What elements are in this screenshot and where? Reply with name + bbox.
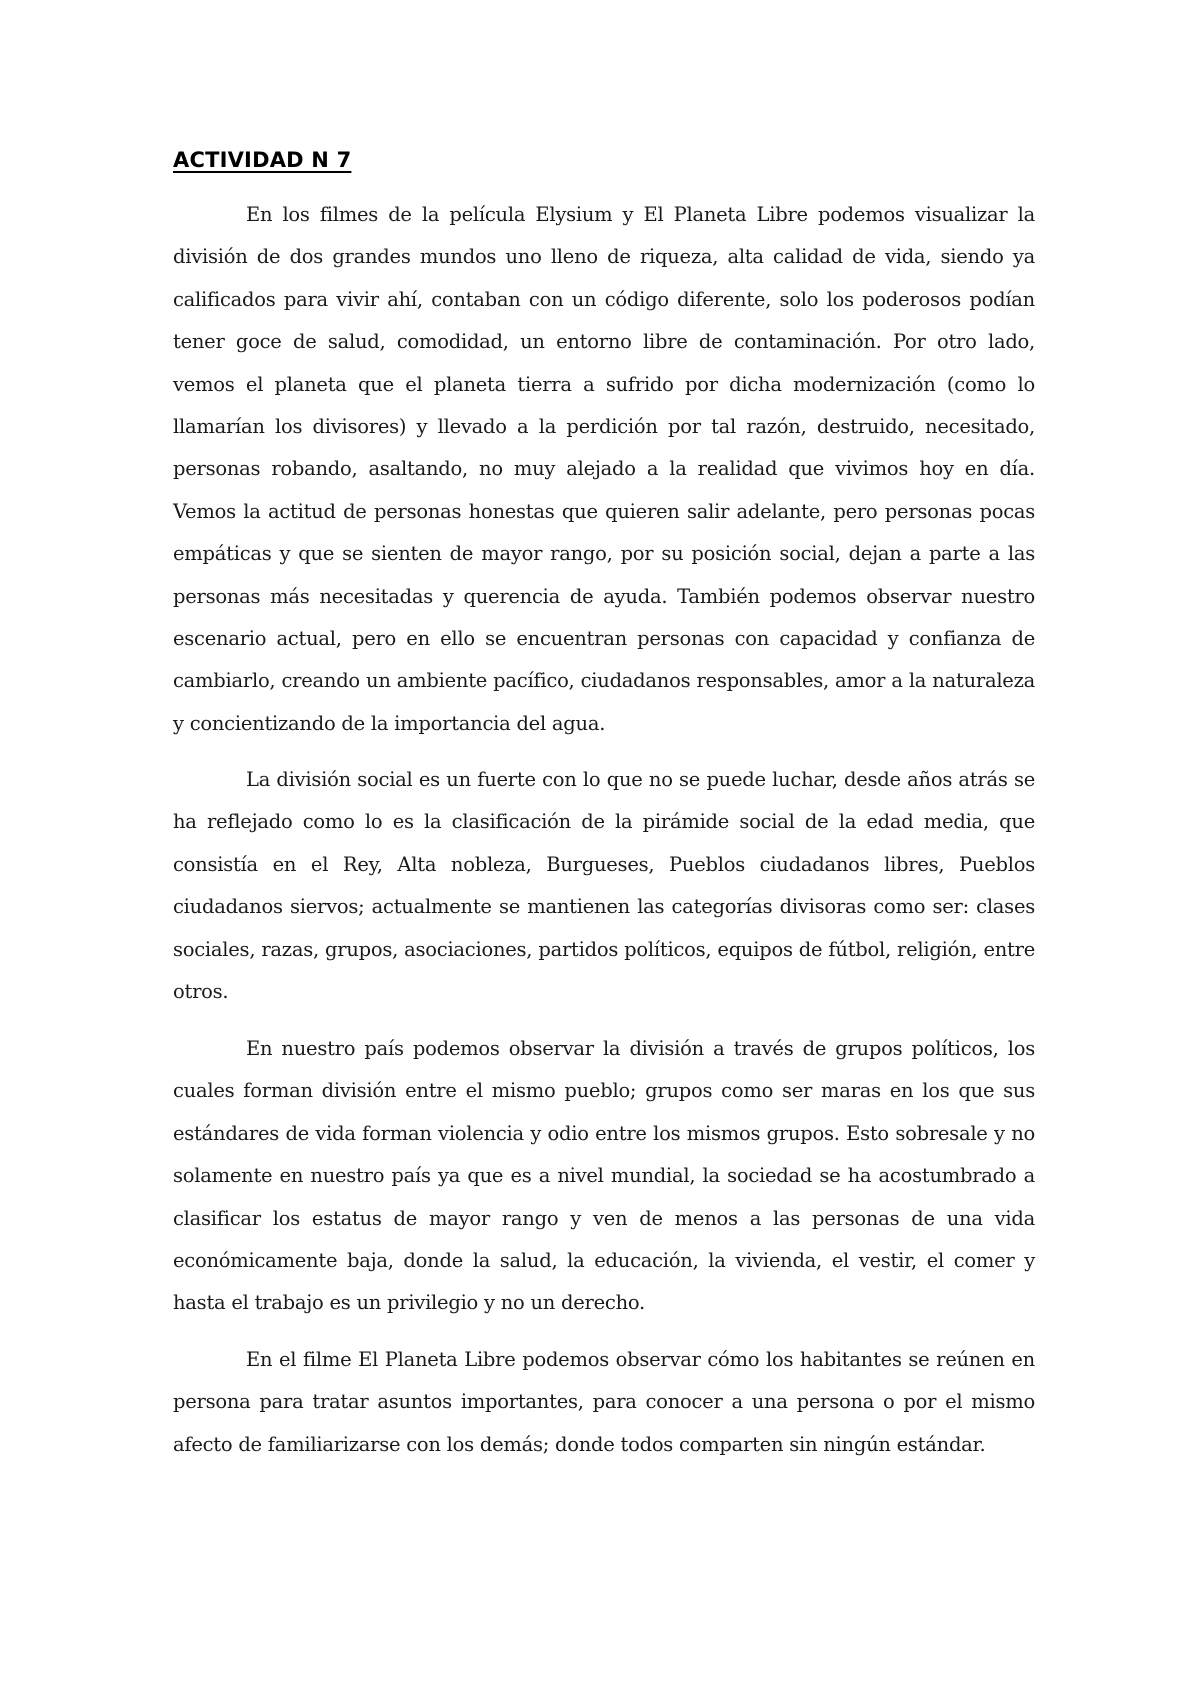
paragraph-2: La división social es un fuerte con lo que no se puede luchar, desde años atrás se ha reflejado como lo es la clasificación de la pirámide social de la edad media, que consistía en el Rey, Alta nobleza, Burgueses, Pueblos ciudadanos libres, Pueblos ciudadanos siervos; actualmente se mantienen las categorías divisoras como ser: clases sociales, razas, grupos, asociaciones, partidos políticos, equipos de fútbol, religión, entre otros. xyxy=(173,768,1035,1004)
paragraph-3: En nuestro país podemos observar la división a través de grupos políticos, los cuales forman división entre el mismo pueblo; grupos como ser maras en los que sus estándares de vida forman violencia y odio entre los mismos grupos. Esto sobresale y no solamente en nuestro país ya que es a nivel mundial, la sociedad se ha acostumbrado a clasificar los estatus de mayor rango y ven de menos a las personas de una vida económicamente baja, donde la salud, la educación, la vivienda, el vestir, el comer y hasta el trabajo es un privilegio y no un derecho. xyxy=(173,1037,1035,1315)
paragraph-4: En el filme El Planeta Libre podemos observar cómo los habitantes se reúnen en persona para tratar asuntos importantes, para conocer a una persona o por el mismo afecto de familiarizarse con los demás; donde todos comparten sin ningún estándar. xyxy=(173,1348,1035,1456)
paragraph-1: En los filmes de la película Elysium y El Planeta Libre podemos visualizar la división de dos grandes mundos uno lleno de riqueza, alta calidad de vida, siendo ya calificados para vivir ahí, contaban con un código diferente, solo los poderosos podían tener goce de salud, comodidad, un entorno libre de contaminación. Por otro lado, vemos el planeta que el planeta tierra a sufrido por dicha modernización (como lo llamarían los divisores) y llevado a la perdición por tal razón, destruido, necesitado, personas robando, asaltando, no muy alejado a la realidad que vivimos hoy en día. Vemos la actitud de personas honestas que quieren salir adelante, pero personas pocas empáticas y que se sienten de mayor rango, por su posición social, dejan a parte a las personas más necesitadas y querencia de ayuda. También podemos observar nuestro escenario actual, pero en ello se encuentran personas con capacidad y confianza de cambiarlo, creando un ambiente pacífico, ciudadanos responsables, amor a la naturaleza y concientizando de la importancia del agua. xyxy=(173,203,1035,735)
document-title: ACTIVIDAD N 7 xyxy=(173,148,352,172)
